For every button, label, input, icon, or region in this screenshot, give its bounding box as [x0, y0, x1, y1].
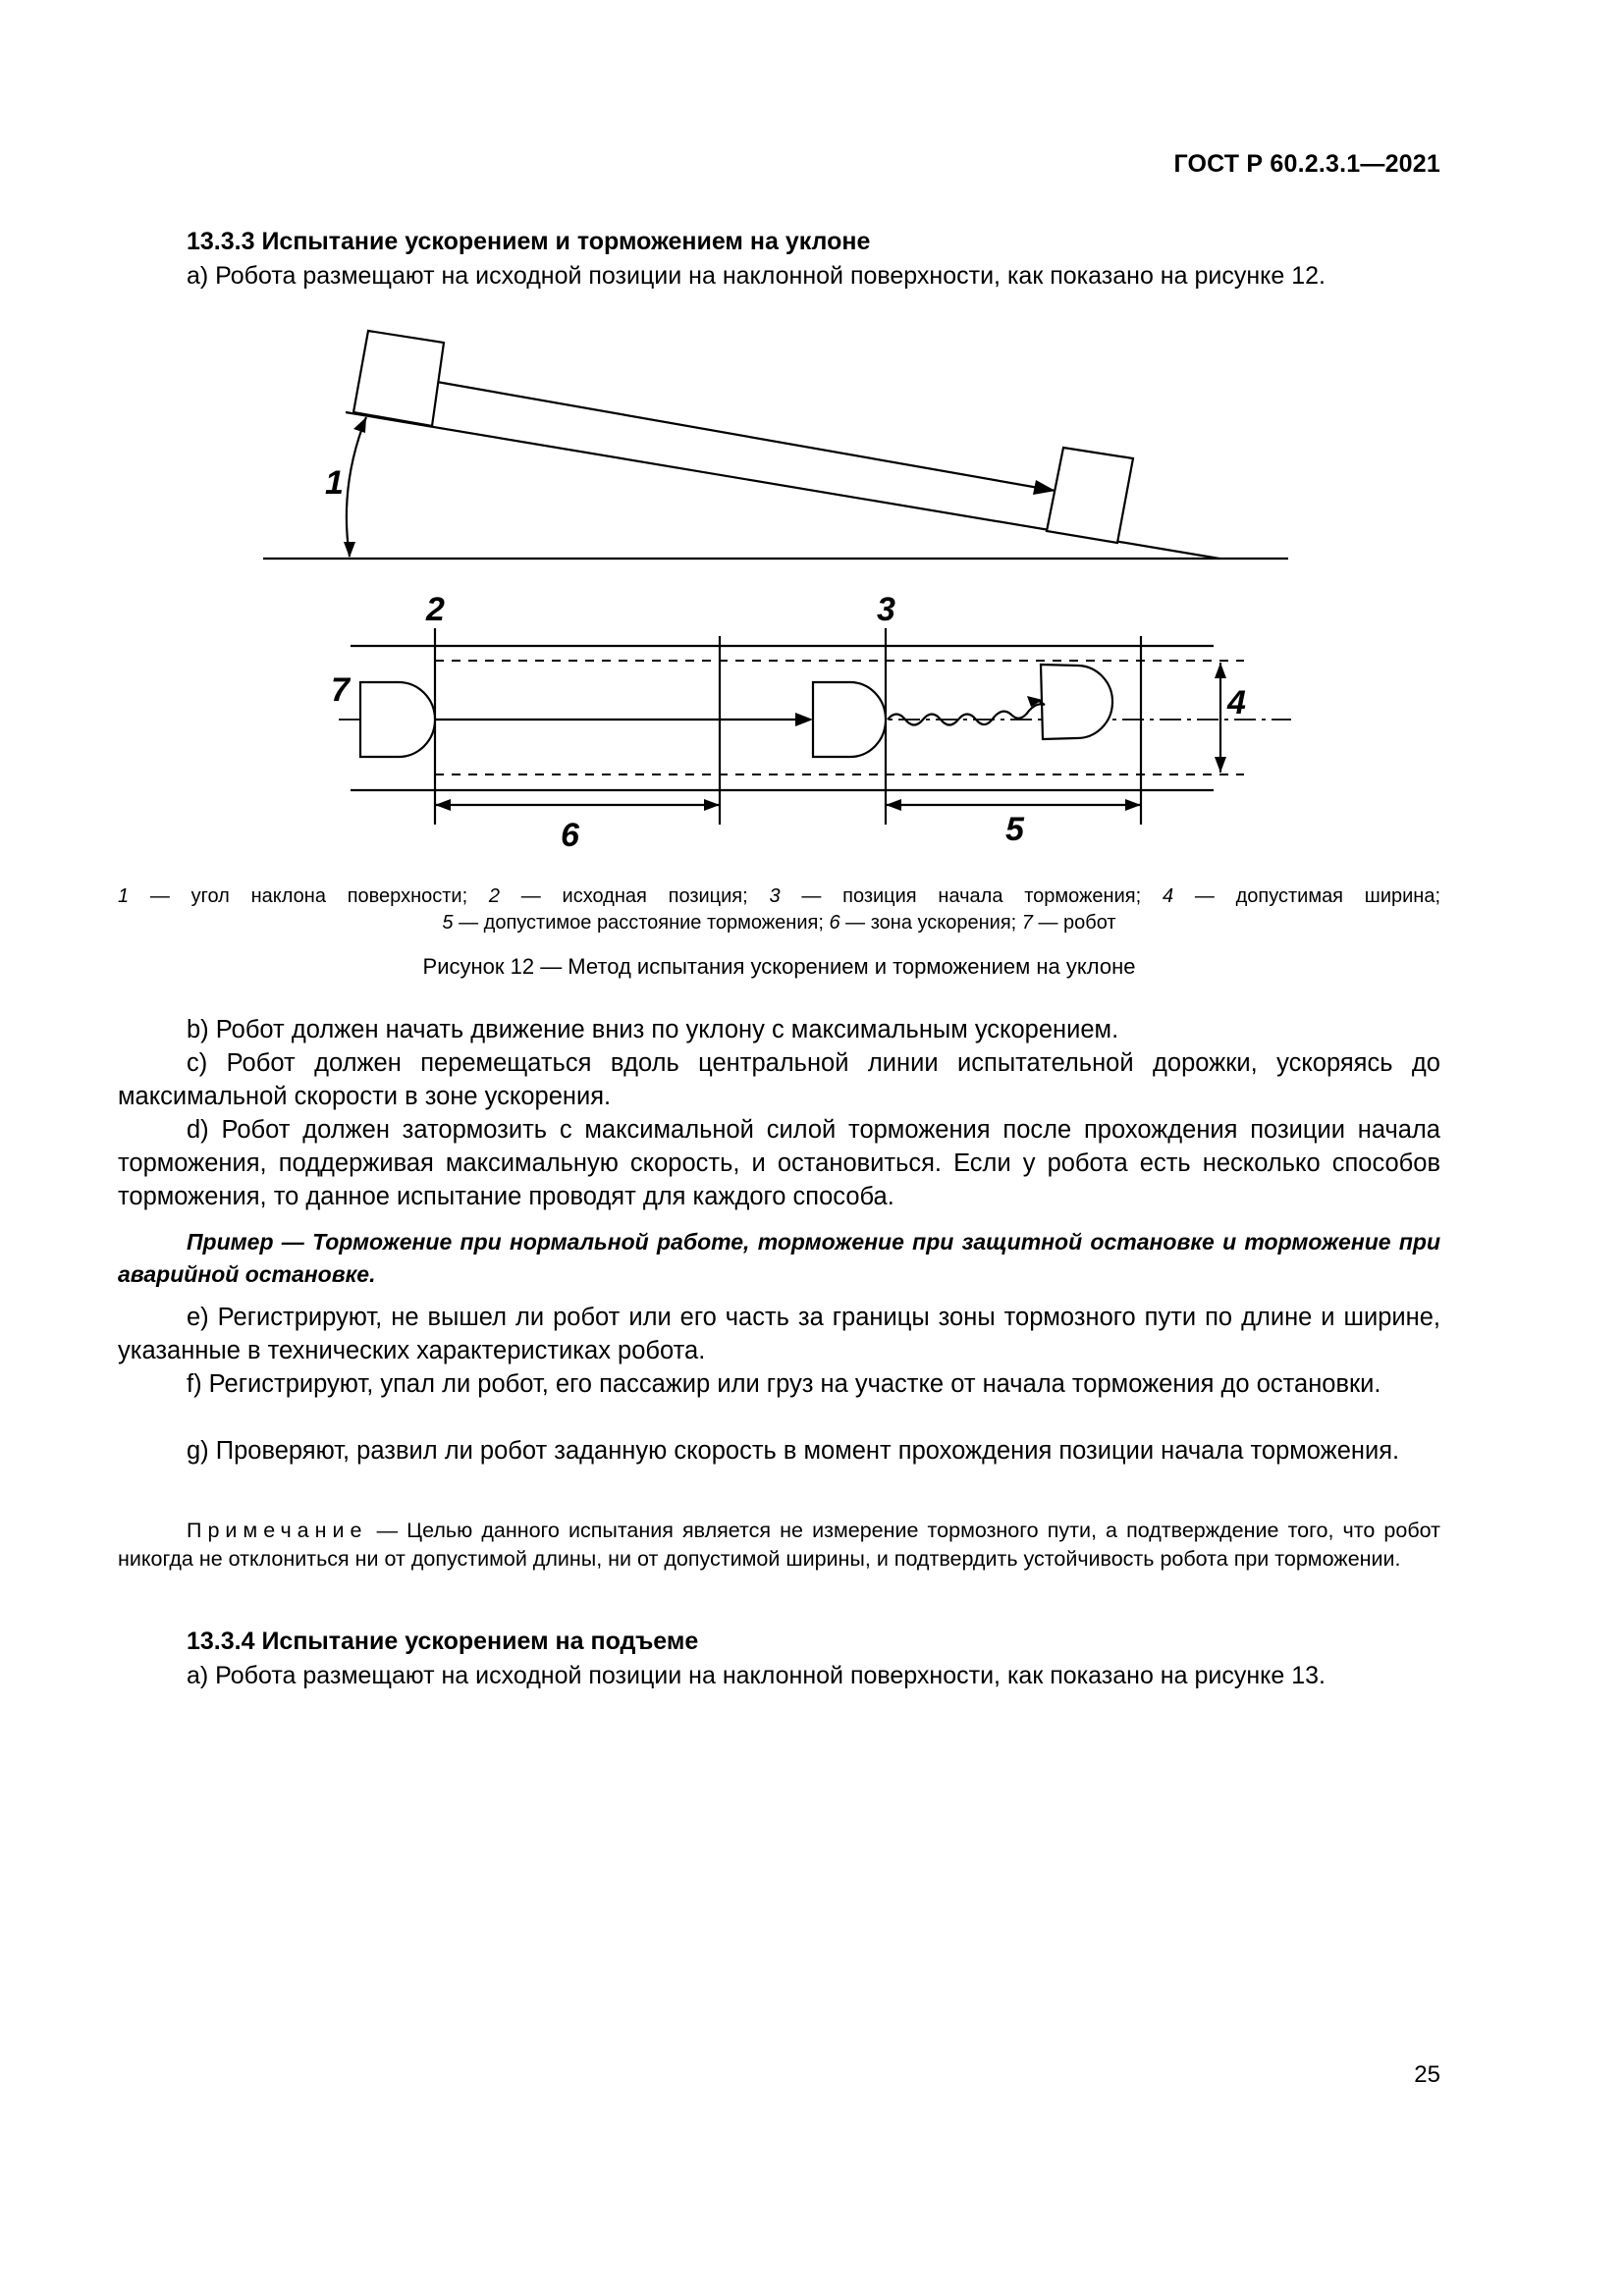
- legend-num: 2: [488, 885, 501, 907]
- label-2: 2: [426, 591, 445, 628]
- legend-text: — позиция начала торможения;: [780, 885, 1163, 907]
- legend-num: 1: [118, 885, 130, 907]
- item-f: f) Регистрируют, упал ли робот, его пассажир или груз на участке от начала торможения до остановки.: [187, 1370, 1381, 1398]
- robot-brake-start: [813, 682, 886, 757]
- item-a-13-3-3: a) Робота размещают на исходной позиции на наклонной поверхности, как показано на рисунке 12.: [187, 262, 1326, 290]
- legend-num: 5: [442, 912, 454, 934]
- legend-text: — угол наклона поверхности;: [129, 885, 489, 907]
- item-g: g) Проверяют, развил ли робот заданную скорость в момент прохождения позиции начала торможения.: [187, 1437, 1400, 1465]
- dim-5-arrow-right: [1125, 799, 1141, 811]
- dim-4-arrow-top: [1215, 663, 1226, 678]
- item-d: d) Робот должен затормозить с максимальной силой торможения после прохождения позиции начала торможения, поддерживая максимальную скорость, и остановиться. Если у робота есть несколько способов торможения, то данное испытание проводят для каждого способа.: [118, 1116, 1440, 1210]
- legend-line-2: [442, 912, 1115, 934]
- page-number: 25: [1414, 2061, 1440, 2088]
- legend-text: — зона ускорения;: [839, 912, 1022, 934]
- dim-6-arrow-right: [704, 799, 720, 811]
- label-7: 7: [331, 671, 350, 709]
- dim-5-arrow-left: [886, 799, 901, 811]
- label-3: 3: [877, 591, 895, 628]
- label-6: 6: [561, 817, 579, 854]
- legend-num: 6: [829, 912, 840, 934]
- robot-block-bottom: [1047, 448, 1133, 543]
- braking-trajectory: [888, 701, 1045, 725]
- example-note: Пример — Торможение при нормальной работе, торможение при защитной остановке и торможение при аварийной остановке.: [118, 1229, 1440, 1287]
- item-c: c) Робот должен перемещаться вдоль центральной линии испытательной дорожки, ускоряясь до максимальной скорости в зоне ускорения.: [118, 1049, 1440, 1110]
- item-e: e) Регистрируют, не вышел ли робот или его часть за границы зоны тормозного пути по длине и ширине, указанные в технических характеристиках робота.: [118, 1304, 1440, 1364]
- dim-4-arrow-bottom: [1215, 757, 1226, 773]
- dim-6-arrow-left: [435, 799, 451, 811]
- figure-caption: Рисунок 12 — Метод испытания ускорением и торможением на уклоне: [422, 954, 1136, 979]
- acceleration-arrowhead: [795, 713, 813, 726]
- section-title-13-3-3: 13.3.3 Испытание ускорением и торможением на уклоне: [187, 228, 871, 255]
- robot-block-top: [353, 331, 444, 426]
- legend-text: — допустимое расстояние торможения;: [453, 912, 830, 934]
- angle-arc: [347, 417, 366, 557]
- robot-stopped: [1041, 665, 1112, 739]
- item-a-13-3-4: a) Робота размещают на исходной позиции на наклонной поверхности, как показано на рисунке 13.: [187, 1662, 1326, 1689]
- legend-num: 7: [1021, 912, 1033, 934]
- legend-text: — допустимая ширина;: [1173, 885, 1441, 907]
- legend-num: 4: [1162, 885, 1174, 907]
- note-label: Примечание: [187, 1519, 368, 1542]
- label-4: 4: [1227, 684, 1246, 721]
- note: [118, 1517, 1440, 1574]
- legend-line-1: [118, 883, 1440, 910]
- note-text: — Целью данного испытания является не измерение тормозного пути, а подтверждение того, что робот никогда не отклониться ни от допустимой длины, ни от допустимой ширины, и подтвердить устойчивость робота при торможении.: [118, 1519, 1440, 1571]
- legend-num: 3: [769, 885, 781, 907]
- robot-start: [360, 682, 435, 757]
- figure-legend: [118, 883, 1440, 936]
- document-header: ГОСТ Р 60.2.3.1—2021: [1173, 150, 1440, 178]
- legend-text: — робот: [1032, 912, 1116, 934]
- angle-arrow-top: [353, 417, 366, 433]
- path-arrowhead: [1033, 480, 1056, 495]
- figure-12: [0, 0, 1624, 883]
- angle-arrow-bottom: [344, 542, 355, 558]
- legend-text: — исходная позиция;: [500, 885, 770, 907]
- robot-path-line: [437, 382, 1056, 491]
- label-1: 1: [325, 464, 344, 502]
- item-b: b) Робот должен начать движение вниз по уклону с максимальным ускорением.: [187, 1016, 1119, 1043]
- section-title-13-3-4: 13.3.4 Испытание ускорением на подъеме: [187, 1628, 699, 1655]
- label-5: 5: [1005, 811, 1024, 848]
